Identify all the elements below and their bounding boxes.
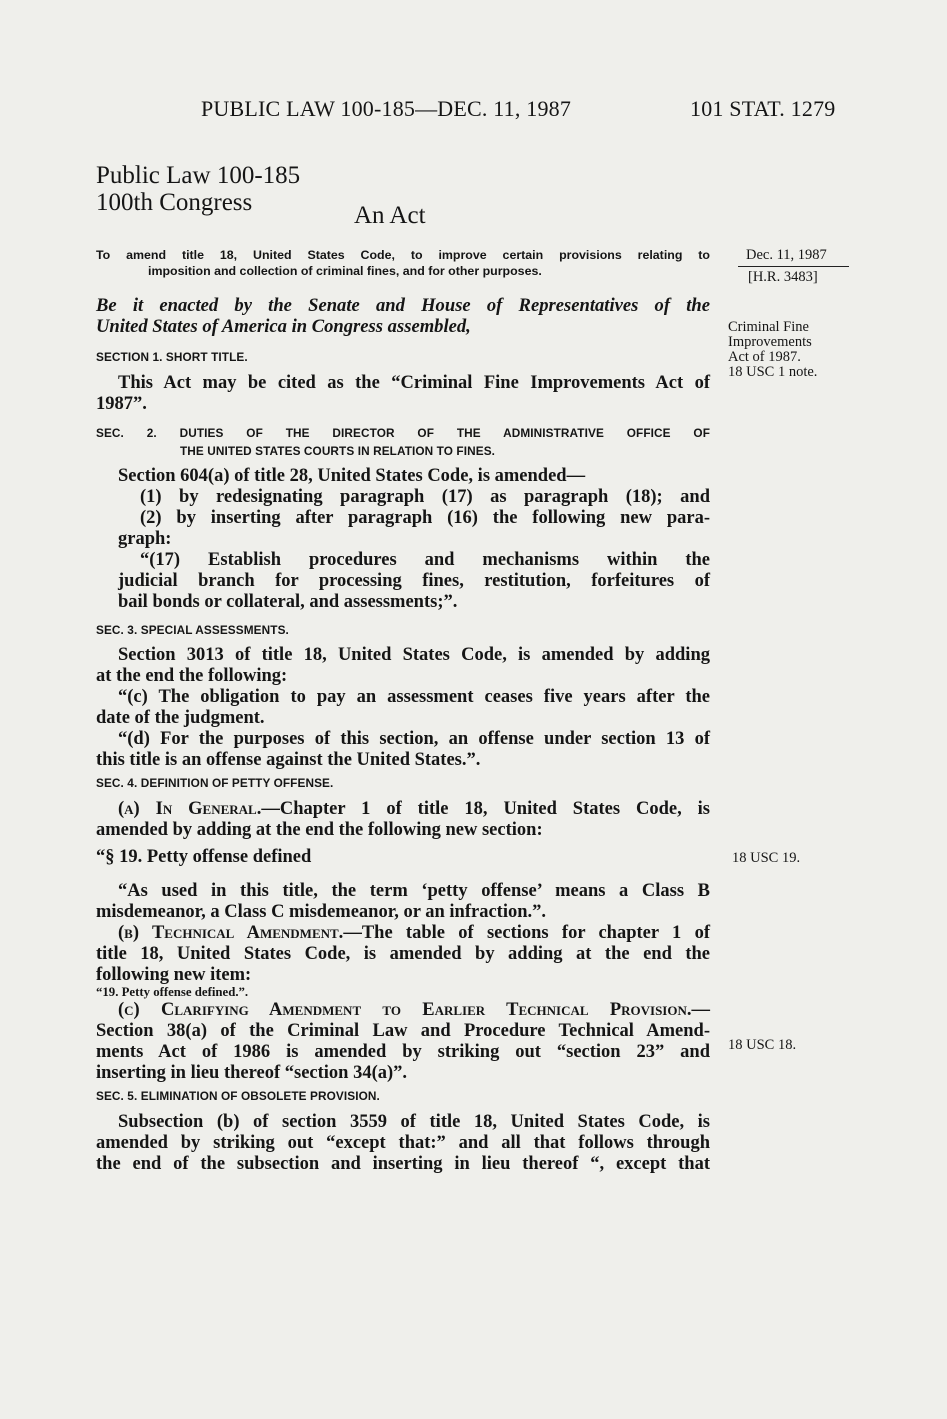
sec1-line-2: 1987”. [96,394,147,414]
sec2-heading-line-1: SEC. 2. DUTIES OF THE DIRECTOR OF THE ADMINISTRATIVE OFFICE OF [96,426,710,440]
enacting-clause [96,295,710,337]
sec2-item-2-line-1: (2) by inserting after paragraph (16) the following new para- [140,508,710,528]
sec4-c-line-3: inserting in lieu thereof “section 34(a)”. [96,1063,408,1083]
sec4-c-dash: — [691,1000,710,1020]
sec2-quote-line-3: bail bonds or collateral, and assessments;”. [118,592,458,612]
margin-date: Dec. 11, 1987 [746,247,827,263]
sec2-quote-line-1: “(17) Establish procedures and mechanisms within the [140,550,710,570]
running-header-left: PUBLIC LAW 100-185—DEC. 11, 1987 [201,96,572,121]
sec4-def-line-1: “As used in this title, the term ‘petty offense’ means a Class B [118,881,710,901]
sec4-definition [96,881,710,986]
sec2-heading [96,424,710,460]
running-header-right: 101 STAT. 1279 [690,96,836,121]
enacting-line-2: United States of America in Congress assembled, [96,316,471,337]
an-act-heading: An Act [354,202,426,229]
sec4-c [96,1000,710,1084]
sec5-heading: SEC. 5. ELIMINATION OF OBSOLETE PROVISION. [96,1089,380,1103]
sec3-text [96,645,710,771]
sec4-c-label: (c) Clarifying Amendment to Earlier Technical Provision. [118,1000,692,1020]
sec4-b-label: (b) Technical Amendment. [118,923,344,943]
sec2-quote-line-2: judicial branch for processing fines, restitution, forfeitures of [118,571,710,591]
sec4-def-line-2: misdemeanor, a Class C misdemeanor, or an infraction.”. [96,902,546,922]
congress-number: 100th Congress [96,189,253,216]
sec3-heading: SEC. 3. SPECIAL ASSESSMENTS. [96,623,289,637]
sec3-line-1: Section 3013 of title 18, United States Code, is amended by adding [118,645,710,665]
sec1-line-1: This Act may be cited as the “Criminal Fine Improvements Act of [118,373,710,393]
margin-short-title-line: 18 USC 1 note. [728,364,818,380]
sec4-a-text: —Chapter 1 of title 18, United States Code, is [261,799,710,819]
table-item-entry: “19. Petty offense defined.”. [96,985,249,999]
purpose-line-1: To amend title 18, United States Code, to improve certain provisions relating to [96,248,710,262]
sec5-line-1: Subsection (b) of section 3559 of title 18, United States Code, is [118,1112,710,1132]
sec3-line-6: this title is an offense against the United States.”. [96,750,481,770]
margin-short-title-note [728,320,817,380]
sec4-b-text: —The table of sections for chapter 1 of [343,923,710,943]
sec5-line-2: amended by striking out “except that:” and all that follows through [96,1133,710,1153]
sec4-heading: SEC. 4. DEFINITION OF PETTY OFFENSE. [96,776,334,790]
sec1-heading: SECTION 1. SHORT TITLE. [96,350,248,364]
act-purpose [96,247,710,279]
sec3-line-3: “(c) The obligation to pay an assessment ceases five years after the [118,687,710,707]
sec1-text [96,373,710,415]
margin-note-sec19: 18 USC 19. [732,850,801,866]
sec4-c-line-0 [96,1000,710,1021]
margin-note-clarify: 18 USC 18. [728,1037,797,1053]
sec2-text [96,466,710,613]
sec4-b-line-2: title 18, United States Code, is amended by adding at the end the [96,944,710,964]
public-law-number: Public Law 100-185 [96,162,301,189]
margin-short-title-line: Improvements [728,334,812,350]
sec5-line-3: the end of the subsection and inserting in lieu thereof “, except that [96,1154,710,1174]
sec3-line-4: date of the judgment. [96,708,265,728]
sec4-b-line-1 [96,923,710,944]
margin-rule [738,266,849,267]
sec3-line-5: “(d) For the purposes of this section, an offense under section 13 of [118,729,710,749]
sec4-c-line-2: ments Act of 1986 is amended by striking out “section 23” and [96,1042,710,1062]
sec19-heading: “§ 19. Petty offense defined [96,847,312,867]
sec4-a-line-1 [96,799,710,820]
enacting-line-1: Be it enacted by the Senate and House of Representatives of the [96,295,710,316]
margin-bill-number: [H.R. 3483] [748,269,818,285]
margin-short-title-line: Act of 1987. [728,349,801,365]
sec2-heading-line-2: THE UNITED STATES COURTS IN RELATION TO FINES. [180,444,496,458]
sec4-b-line-3: following new item: [96,965,252,985]
sec4-a-line-2: amended by adding at the end the following new section: [96,820,543,840]
sec4-a [96,799,710,841]
sec4-c-line-1: Section 38(a) of the Criminal Law and Procedure Technical Amend- [96,1021,710,1041]
sec2-intro: Section 604(a) of title 28, United States Code, is amended— [118,466,586,486]
sec2-item-1: (1) by redesignating paragraph (17) as paragraph (18); and [140,487,710,507]
law-title-block [96,162,300,216]
sec3-line-2: at the end the following: [96,666,288,686]
margin-short-title-line: Criminal Fine [728,319,809,335]
sec5-text [96,1112,710,1175]
sec4-a-label: (a) In General. [118,799,262,819]
purpose-line-2: imposition and collection of criminal fines, and for other purposes. [148,264,542,278]
sec2-item-2-line-2: graph: [118,529,172,549]
